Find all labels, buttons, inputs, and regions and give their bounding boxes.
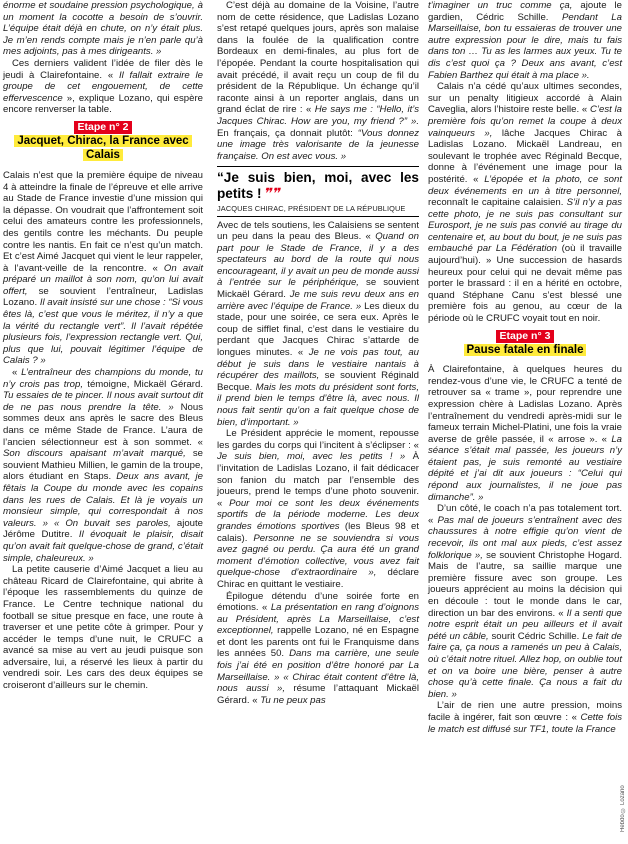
italic-run: “Vous donnez une image très valorisante de la jeunesse française. On est avec vous. » xyxy=(217,127,419,162)
italic-run: Je ne vois pas tout, au début je suis dans le vestiaire nantais à récupérer des maillots, xyxy=(217,347,419,382)
italic-run: Je me suis revu deux ans en arrière avec l’équipe de France. » xyxy=(217,289,419,312)
italic-run: Personne ne se souviendra si vous avez gagné ou perdu. Ça aura été un grand moment d’émotion collective, vous avez fait quelque-chose d’extraordinaire », xyxy=(217,532,419,579)
paragraph xyxy=(428,503,622,700)
italic-run: Pendant La Marseillaise, bon tu essaieras de trouver une autre expression pour le dire, mais tu fais dans ton … Tu as les larmes aux yeux. Tu te dis c’est quoi ça ? Deux ans avant, c’est Fabien Barthez qui était à ma place ». xyxy=(428,11,622,81)
text-run: D’un côté, le coach n’a pas totalement tort. « xyxy=(428,503,622,526)
paragraph xyxy=(3,0,203,58)
pull-quote xyxy=(217,166,419,201)
section-badge: Etape n° 2 xyxy=(74,121,133,134)
paragraph xyxy=(217,0,419,162)
italic-run: On avait préparé un maillot à son nom, qu’on lui avait offert, xyxy=(3,262,203,297)
paragraph xyxy=(428,0,622,81)
text-run: se souvient Mathieu Millien, le gamin de la troupe, alors étudiant en Staps. xyxy=(3,448,203,483)
text-run: se souvient l’entraîneur, Ladislas Lozano. xyxy=(3,285,203,309)
italic-run: Quand on part pour le Stade de France, il y a des spectateurs au bord de la route qui nous encourageant, il y avait un peu de monde aussi à l’entrée sur le périphérique, xyxy=(217,231,419,289)
text-run: Nous sommes deux ans après le sacre des Bleus dans ce même Stade de France. L’aura de l’ancien sélectionneur est à son sommet. « xyxy=(3,401,203,448)
italic-run: Le fait de faire ça, ça nous a ramenés un peu à Calais, où c’était notre rituel. Allez hop, on oublie tout et on va boire une bière, penser à autre chose qu’à cette finale. Ça nous a fait du bien. » xyxy=(428,630,622,700)
italic-run: à un moment la cocotte a besoin de s’ouvrir. L’équipe était déjà en chute, on n’y était plus. Je m’en rends compte mais je n’en parle qu’à mes adjoints, pas à mes dirigeants. » xyxy=(3,0,203,58)
text-run: lâche Jacques Chirac à Ladislas Lozano. Mickaël Landreau, en soulevant le trophée avec Réginald Becque, donne à l’événement une image pour la postérité. « xyxy=(428,127,622,185)
italic-run: Il a senti que notre esprit était un peu ailleurs et il avait pété un câble, xyxy=(428,607,622,642)
italic-run: Pour moi ce sont les deux événements sportifs de la période moderne. Les deux grandes émotions sportives xyxy=(217,497,419,532)
italic-run: He says me : “Hello, it’s Jacques Chirac. How are you, my friend ?” ». xyxy=(217,104,419,127)
paragraph xyxy=(3,58,203,116)
text-run: (où il travaille aujourd’hui). » Une succession de hasards heureux pour celui qui ne devait même pas porter le brassard : il en a hérité en octobre, quand Stéphane Canu s’est blessé une première fois au genou, au cœur de la période où le CRUFC voyait tout en noir. xyxy=(428,243,623,325)
paragraph xyxy=(217,220,419,429)
italic-run: C’est la première fois qu’on remet la coupe à deux vainqueurs », xyxy=(428,104,622,139)
text-run: « xyxy=(12,367,22,379)
italic-run: Tu essaies de te pincer. Il nous avait surtout dit de ne pas nous prendre la tête. » xyxy=(3,390,203,413)
italic-run: Il évoquait le plaisir, disait qu’on avait fait quelque-chose de grand, c’était simple, chaleureux. » xyxy=(3,529,203,564)
text-run: ajoute Jérôme Dutitre. xyxy=(3,517,204,541)
italic-run: La séance s’était mal passée, les joueurs n’y étaient pas, je suis remonté au vestiaire dépité et j’ai dit aux joueurs : “Celui qui répond aux journalistes, il ne joue pas dimanche”. » xyxy=(428,433,622,503)
text-run: C’est déjà au domaine de la Voisine, l’autre nom de cette résidence, que Ladislas Lozano s’est retapé quelques jours, après son malaise dans la foulée de la qualification contre Bordeaux en demi-finales, au plus fort de l’épopée. Pendant la courte hospitalisation qui avait précédé, il avait reçu un coup de fil du président de la République. Un échange qu’il raconte ainsi à un reporter anglais, dans un grand éclat de rire : « xyxy=(217,0,419,116)
text-run: se souvient Christophe Hogard. Mais de l’autre, sa saillie marque une première fissure avec son groupe. Les joueurs apprécient au moins la décision qui en découle : tout le monde dans le car, direction un bar des environs. « xyxy=(428,549,622,619)
italic-run: L’entraîneur des champions du monde, tu n’y crois pas trop, xyxy=(3,367,203,390)
italic-run: énorme et soudaine pression psychologique, xyxy=(3,0,198,11)
section-title: Pause fatale en finale xyxy=(464,344,587,356)
italic-run: Mais les mots du président sont forts, il prend bien le temps d’être là, avec nous. Il nous fait sentir qu’on a fait quelque chose de bien, d’important. » xyxy=(217,381,419,428)
italic-run: Deux ans avant, je fêtais la Coupe du monde avec les copains dans les rues de Calais. Et là je voyais un monsieur simple, qui correspondait à nos valeurs. » « On buvait ses paroles, xyxy=(3,471,203,529)
text-run: Avec de tels soutiens, les Calaisiens se sentent un peu dans la peau des Bleus. « xyxy=(217,219,419,243)
italic-run: La présentation en rang d’oignons au Président, après La Marseillaise, c’est exceptionnel, xyxy=(217,602,419,637)
italic-run: t’imaginer un truc comme ça, xyxy=(428,0,573,11)
pull-quote-author: JACQUES CHIRAC, PRÉSIDENT DE LA RÉPUBLIQUE xyxy=(217,204,419,217)
paragraph xyxy=(3,564,203,692)
text-run: Calais n’a cédé qu’aux ultimes secondes, sur un penalty litigieux accordé à Alain Caveglia, alors l’histoire reste belle. « xyxy=(428,81,622,116)
text-run: rappelle Lozano, né en Espagne et dont les parents ont fui le Franquisme dans les années 50. xyxy=(217,625,419,660)
text-run: En français, ça donnait plutôt: xyxy=(217,127,358,139)
text-run: À Clairefontaine, à quelques heures du rendez-vous d’une vie, le CRUFC a tenté de retrouver sa « trame », pour reprendre une expression chère à Ladislas Lozano. Après l’entraînement du vendredi après-midi sur le fameux terrain Michel-Platini, une fois la vraie averse de grêle passée, il « arrose ». « xyxy=(428,364,622,445)
text-run: déclare Chirac en quittant le vestiaire. xyxy=(217,567,419,590)
italic-run: Il fallait extraire le groupe de cet engouement, de cette effervescence xyxy=(3,69,203,104)
italic-run: Dans ma carrière, une seule fois j’ai été en position d’être honoré par La Marseillaise. » « Chirac était content d’être là, nous aussi », xyxy=(217,648,419,695)
column-1 xyxy=(3,0,203,692)
text-run: Ces derniers valident l’idée de filer dès le jeudi à Clairefontaine. « xyxy=(3,57,203,81)
text-run: (les Bleus 98 et calais). xyxy=(217,520,419,544)
section-header-etape-3 xyxy=(428,330,622,358)
text-run: Calais n’est que la première équipe de niveau 4 à atteindre la finale de l’épreuve et elle arrive au Stade de France investie d’une mission qui la dépasse. On voudrait que l’affrontement soit celui des amateurs contre les professionnels, des gentils contre les méchants. Du peuple contre les nantis. En fait ce n’est qu’un match. Et c’est Aimé Jacquet qui vient le leur rappeler, à l’avant-veille de la rencontre. « xyxy=(3,169,203,274)
italic-run: L’épopée et la photo, ce sont deux événements en un à titre personnel, xyxy=(428,173,622,197)
text-run: Épilogue détendu d’une soirée forte en émotions. « xyxy=(217,590,419,614)
italic-run: Son discours apaisant m’avait marqué, xyxy=(3,448,186,460)
section-title: Jacquet, Chirac, la France avec Calais xyxy=(14,135,191,162)
text-run: La petite causerie d’Aimé Jacquet a lieu au château Ricard de Clairefontaine, qui abrite à l’époque les rassemblements du quinze de France. Le Centre technique national du football se situe presque en face, une route à traverser et une petite côte à grimper. Pour y accéder le temps d’une nuit, le CRUFC a avancé sa mise au vert au jeudi puisque son adversaire, lui, a réservé les lieux à partir du vendredi soir. Les cars des deux équipes se croiseront d’ailleurs sur le chemin. xyxy=(3,564,203,692)
section-badge: Etape n° 3 xyxy=(496,330,555,343)
quote-mark-icon: ❞❞ xyxy=(262,184,284,201)
italic-run: Je suis bien, moi, avec les petits ! » xyxy=(217,451,406,463)
paragraph xyxy=(428,700,622,735)
italic-run: S’il n’y a pas cette photo, je ne suis pas consultant sur Eurosport, je ne suis pas convié au tirage du centenaire et, au bout du bout, je ne suis pas embauché par La Fédération xyxy=(428,197,622,255)
text-run: ajoute le gardien, Cédric Schille. xyxy=(428,0,623,23)
paragraph xyxy=(428,364,622,503)
text-run: Le Président apprécie le moment, repousse les gardes du corps qui l’incitent à s’éclipser : « xyxy=(217,428,419,451)
text-run: reconnaît le capitaine calaisien. xyxy=(428,197,567,209)
italic-run: Pas mal de joueurs s’entraînent avec des chaussures à notre effigie qu’on vient de recevoir, ils ont mal aux pieds, c’est assez folklorique », xyxy=(428,514,622,561)
text-run: », explique Lozano, qui espère encore renverser la table. xyxy=(3,92,203,116)
section-header-etape-2 xyxy=(3,121,203,163)
pull-quote-text: “Je suis bien, moi, avec les petits ! xyxy=(217,170,419,201)
text-run: se souvient Mickaël Gérard. xyxy=(217,277,419,301)
italic-run: Tu ne peux pas xyxy=(260,694,326,706)
italic-run: Il avait insisté sur une chose : “Si vous êtes là, c’est que vous le méritez, il n’y a que la vérité du rectangle vert”. Il l’avait répétée plusieurs fois, l’expression rectangle vert. Qui, plus que lui, pouvait légitimer l’équipe de Calais ? » xyxy=(3,297,203,367)
text-run: témoigne, Mickaël Gérard. xyxy=(83,378,204,390)
text-run: Les dieux du stade, pour une soirée, ce sera eux. Après le coup de sifflet final, c’est dans le vestiaire du perdant que Jacques Chirac s’attarde de longues minutes. « xyxy=(217,300,419,359)
paragraph xyxy=(3,170,203,367)
paragraph xyxy=(217,591,419,707)
text-run: se souvient Réginald Becque. xyxy=(217,370,420,393)
text-run: sourit Cédric Schille. xyxy=(488,630,583,642)
text-run: À l’invitation de Ladislas Lozano, il fait dédicacer son fanion du match par l’ensemble des joueurs, prend le temps d’une photo souvenir. « xyxy=(217,451,419,509)
paragraph xyxy=(217,428,419,590)
photo-credit: Hebdo © Lozano xyxy=(620,785,626,832)
paragraph xyxy=(428,81,622,324)
paragraph xyxy=(3,367,203,564)
column-2 xyxy=(217,0,419,706)
italic-run: Cette fois le match est diffusé sur TF1, toute la France xyxy=(428,711,622,735)
column-3 xyxy=(428,0,622,735)
text-run: L’air de rien une autre pression, moins facile à ingérer, fait son œuvre : « xyxy=(428,700,622,723)
text-run: résume l’attaquant Mickaël Gérard. « xyxy=(217,683,419,706)
